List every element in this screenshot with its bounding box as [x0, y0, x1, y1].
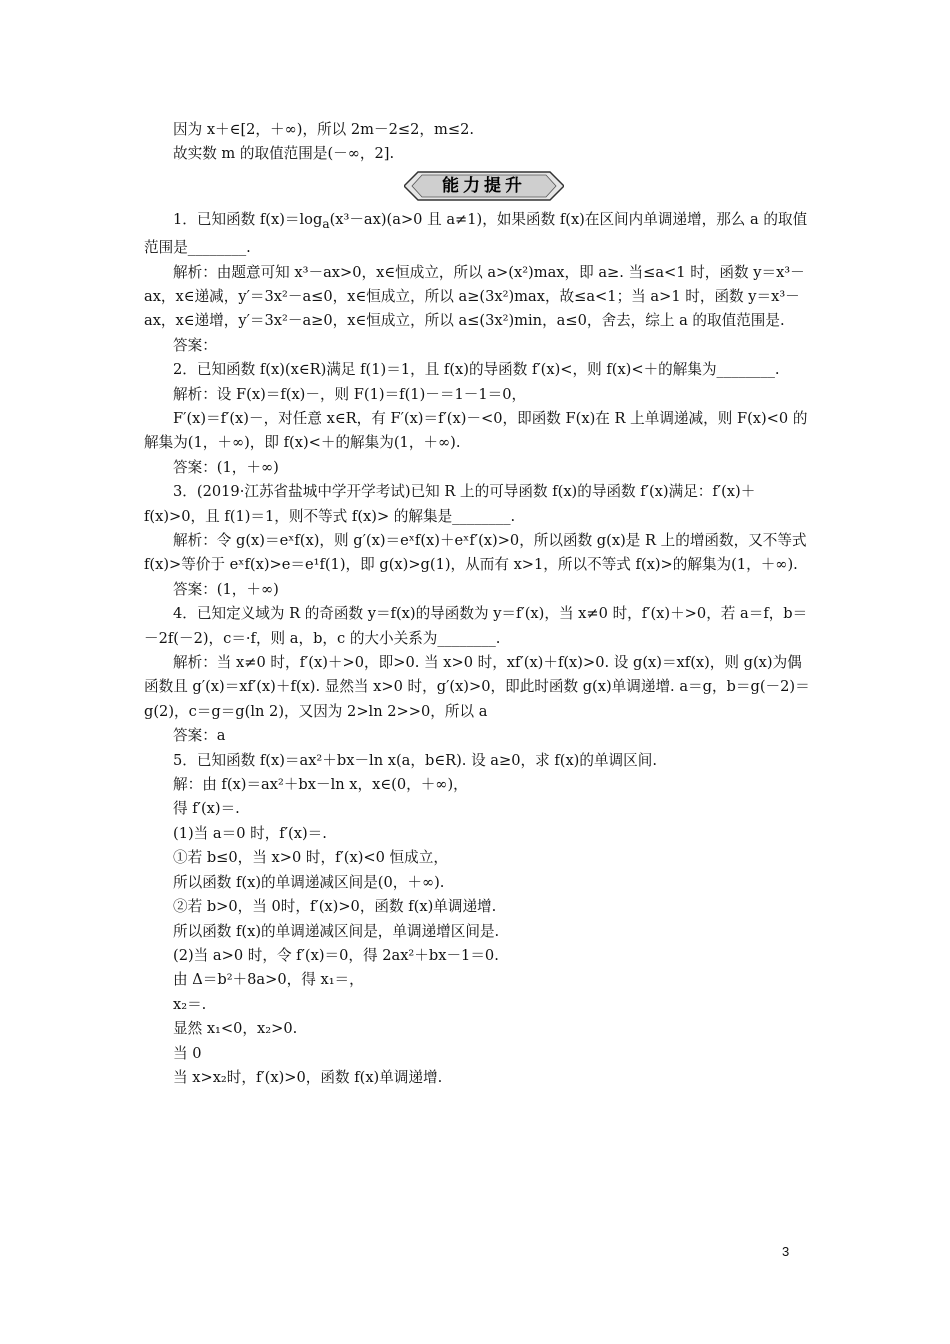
- paragraph: 解析：设 F(x)＝f(x)－，则 F(1)＝f(1)－＝1－1＝0，: [173, 385, 527, 403]
- paragraph: 解析：令 g(x)＝eˣf(x)，则 g′(x)＝eˣf(x)＋eˣf′(x)>0，所以函数 g(x)是 R 上的增函数，又不等式 f(x)>等价于 eˣf(x)>e＝e¹f(1)，即 g(x)>g(1)，从而有 x>1，所以不等式 f(x)>的解集为(1，＋∞).: [144, 532, 807, 574]
- paragraph: 2．已知函数 f(x)(x∈R)满足 f(1)＝1，且 f(x)的导函数 f′(x)<，则 f(x)<＋的解集为________.: [173, 361, 780, 379]
- paragraph: 当 0: [173, 1044, 202, 1062]
- paragraph: 4．已知定义域为 R 的奇函数 y＝f(x)的导函数为 y＝f′(x)，当 x≠0 时，f′(x)＋>0，若 a＝f，b＝－2f(－2)，c＝·f，则 a，b，c 的大小关系为________.: [144, 605, 808, 647]
- paragraph: 所以函数 f(x)的单调递减区间是，单调递增区间是.: [173, 922, 500, 940]
- paragraph: 3．(2019·江苏省盐城中学开学考试)已知 R 上的可导函数 f(x)的导函数 f′(x)满足：f′(x)＋f(x)>0，且 f(1)＝1，则不等式 f(x)> 的解集是________.: [144, 483, 756, 525]
- paragraph: 所以函数 f(x)的单调递减区间是(0，＋∞).: [173, 873, 445, 891]
- paragraph: 答案：a: [173, 727, 226, 745]
- paragraph: x₂＝.: [173, 995, 207, 1013]
- paragraph: 5．已知函数 f(x)＝ax²＋bx－ln x(a，b∈R). 设 a≥0，求 f(x)的单调区间.: [173, 751, 657, 769]
- page-content: [144, 118, 812, 1090]
- paragraph: 解析：当 x≠0 时，f′(x)＋>0，即>0. 当 x>0 时，xf′(x)＋f(x)>0. 设 g(x)＝xf(x)，则 g(x)为偶函数且 g′(x)＝xf′(x)＋f(x). 显然当 x>0 时，g′(x)>0，即此时函数 g(x)单调递增. a＝g，b＝g(－2)＝g(2)，c＝g＝g(ln 2)，又因为 2>ln 2>>0，所以 a: [144, 654, 810, 720]
- paragraph: 1．已知函数 $f(x)=\log_a(x^3-ax)(a>0$ 且 a≠1)，如果函数 f(x)在区间内单调递增，那么 a 的取值范围是________.: [144, 210, 808, 257]
- paragraph: 得 f′(x)＝.: [173, 800, 240, 818]
- paragraph: 显然 x₁<0，x₂>0.: [173, 1020, 298, 1038]
- paragraph: (2)当 a>0 时，令 f′(x)＝0，得 2ax²＋bx－1＝0.: [173, 946, 499, 964]
- page-number: 3: [782, 1244, 790, 1259]
- intro-line-2: 故实数 m 的取值范围是(－∞，2].: [173, 145, 395, 163]
- paragraph: 解：由 f(x)＝ax²＋bx－ln x，x∈(0，＋∞)，: [173, 776, 468, 794]
- paragraph: 由 Δ＝b²＋8a>0，得 x₁＝，: [173, 971, 364, 989]
- problem-list: [144, 208, 812, 1091]
- paragraph: ①若 b≤0，当 x>0 时，f′(x)<0 恒成立，: [173, 849, 448, 867]
- paragraph: F′(x)＝f′(x)－，对任意 x∈R，有 F′(x)＝f′(x)－<0，即函数 F(x)在 R 上单调递减，则 F(x)<0 的解集为(1，＋∞)，即 f(x)<＋的解集为(1，＋∞).: [144, 409, 808, 452]
- paragraph: 答案：: [173, 336, 217, 354]
- paragraph: (1)当 a＝0 时，f′(x)＝.: [173, 824, 327, 842]
- section-banner: [144, 170, 812, 202]
- paragraph: 解析：由题意可知 x³－ax>0，x∈恒成立，所以 a>(x²)max，即 a≥. 当≤a<1 时，函数 y＝x³－ax，x∈递减，y′＝3x²－a≤0，x∈恒成立，所以 a≥(3x²)max，故≤a<1；当 a>1 时，函数 y＝x³－ax，x∈递增，y′＝3x²－a≥0，x∈恒成立，所以 a≤(3x²)min，a≤0，舍去，综上 a 的取值范围是.: [144, 263, 805, 330]
- section-banner-title: 能力提升: [442, 175, 526, 196]
- paragraph: 答案：(1，＋∞): [173, 458, 279, 476]
- paragraph: 答案：(1，＋∞): [173, 580, 279, 598]
- intro-line-1: 因为 x＋∈[2，＋∞)，所以 2m－2≤2，m≤2.: [173, 121, 474, 138]
- paragraph: ②若 b>0，当 0时，f′(x)>0，函数 f(x)单调递增.: [173, 898, 497, 916]
- paragraph: 当 x>x₂时，f′(x)>0，函数 f(x)单调递增.: [173, 1068, 443, 1086]
